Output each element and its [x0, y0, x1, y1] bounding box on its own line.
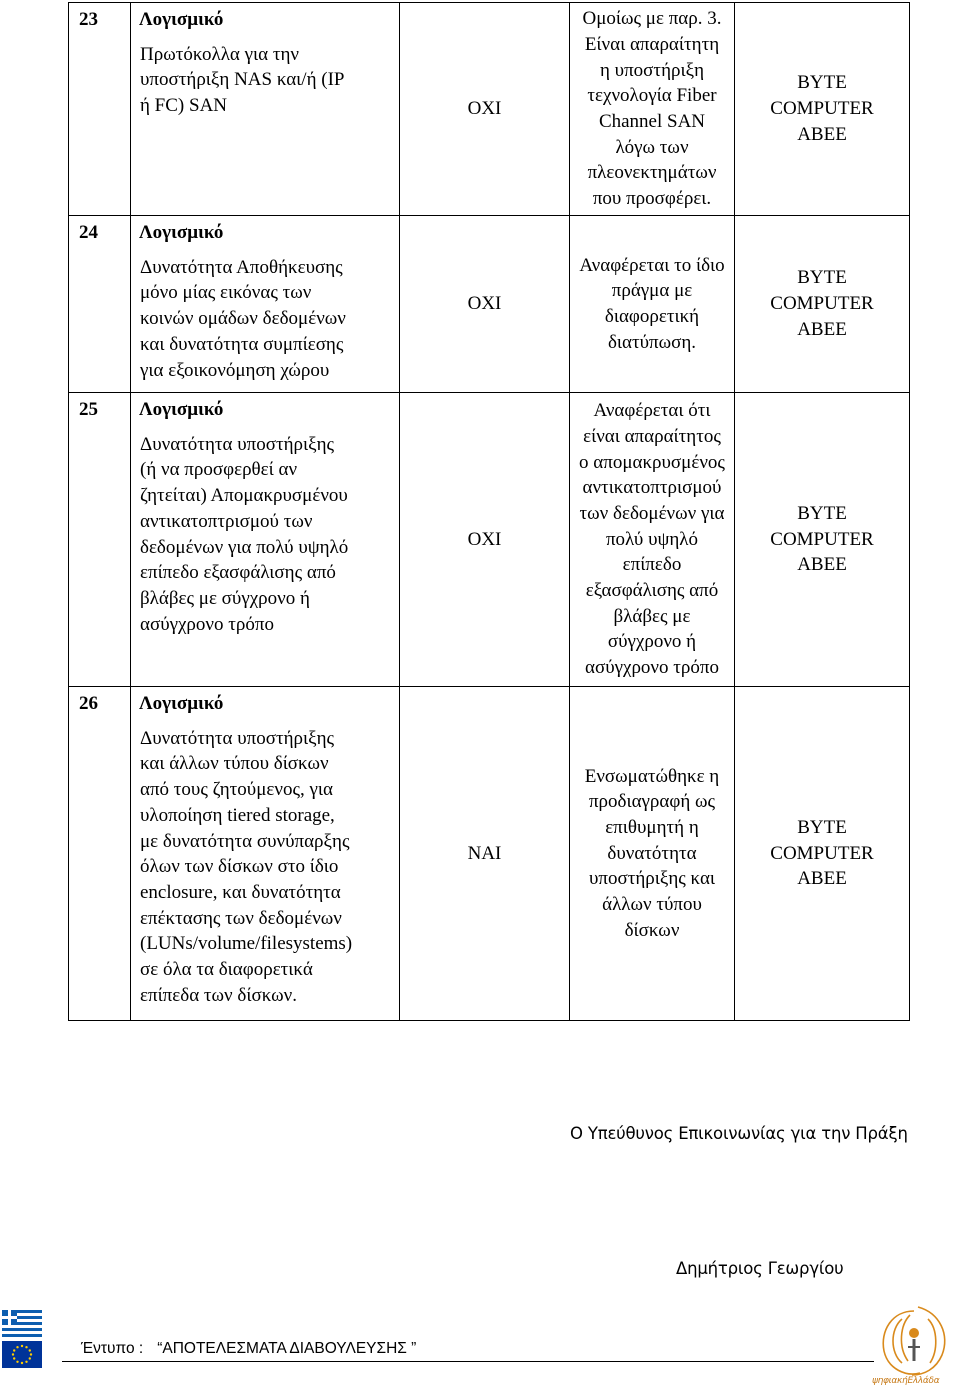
vendor-line: BYTE — [797, 502, 847, 524]
logo-text: ψηφιακήΕλλάδα — [872, 1376, 940, 1386]
comment-line: επίπεδο — [622, 554, 682, 576]
requirement-category: Λογισμικό — [139, 693, 224, 714]
comment-line: δυνατότητα — [607, 842, 697, 864]
description-line: σε όλα τα διαφορετικά — [140, 959, 313, 981]
description-line: Δυνατότητα υποστήριξης — [140, 433, 335, 455]
signature-title: Ο Υπεύθυνος Επικοινωνίας για την Πράξη — [570, 1124, 908, 1143]
vendor-line: COMPUTER — [770, 842, 874, 864]
eu-flag-icon — [2, 1341, 42, 1368]
description-line: βλάβες με σύγχρονο ή — [140, 587, 310, 609]
vendor-line: COMPUTER — [770, 528, 874, 550]
footer-rule — [62, 1361, 874, 1362]
description-line: επέκτασης των δεδομένων — [140, 907, 342, 929]
description-line: επίπεδο εξασφάλισης από — [140, 562, 336, 584]
comment-line: πολύ υψηλό — [605, 528, 699, 550]
description-line: ζητείται) Απομακρυσμένου — [140, 485, 348, 507]
description-line: ασύγχρονο τρόπο — [140, 613, 274, 635]
requirement-category: Λογισμικό — [139, 9, 224, 30]
comment-line: Αναφέρεται ότι — [593, 400, 711, 422]
comment-line: Είναι απαραίτητη — [584, 33, 720, 55]
comment-line: επιθυμητή η — [605, 816, 699, 838]
vendor-line: ΑΒΕΕ — [797, 123, 847, 145]
comment-cell — [570, 393, 735, 687]
comment-line: βλάβες με — [613, 605, 691, 627]
requirement-description — [140, 42, 393, 119]
description-line: ή FC) SAN — [140, 95, 228, 117]
description-line: Δυνατότητα Αποθήκευσης — [140, 256, 343, 278]
vendor-line: BYTE — [797, 72, 847, 94]
comment-line: τεχνολογία Fiber — [587, 85, 717, 107]
comment-line: Αναφέρεται το ίδιο — [579, 254, 725, 276]
requirement-cell — [131, 216, 400, 393]
flags-group — [2, 1310, 42, 1370]
comment-line: ασύγχρονο τρόπο — [585, 657, 719, 679]
description-line: κοινών ομάδων δεδομένων — [140, 308, 346, 330]
vendor-line: ΑΒΕΕ — [797, 868, 847, 890]
description-line: με δυνατότητα συνύπαρξης — [140, 830, 350, 852]
comment-line: εξασφάλισης από — [585, 580, 719, 602]
row-number: 26 — [69, 687, 131, 1021]
comment-line: η υποστήριξη — [600, 59, 704, 81]
requirement-category: Λογισμικό — [139, 399, 224, 420]
comment-line: πλεονεκτημάτων — [587, 162, 717, 184]
comment-line: διαφορετική — [604, 306, 700, 327]
requirement-category: Λογισμικό — [139, 222, 224, 243]
comment-line: αντικατοπτρισμού — [582, 477, 722, 499]
requirement-description — [140, 255, 393, 384]
vendor-cell — [735, 687, 910, 1021]
comment-line: πράγμα με — [611, 280, 693, 302]
description-line: και δυνατότητα συμπίεσης — [140, 333, 344, 355]
vendor-cell — [735, 3, 910, 216]
answer-cell: ΟΧΙ — [400, 3, 570, 216]
description-line: και άλλων τύπου δίσκων — [140, 753, 329, 775]
vendor-cell — [735, 216, 910, 393]
description-line: (ή να προσφερθεί αν — [140, 459, 298, 481]
table-row — [69, 3, 910, 216]
vendor-line: ΑΒΕΕ — [797, 554, 847, 576]
description-line: από τους ζητούμενος, για — [140, 779, 333, 801]
comment-line: Ομοίως με παρ. 3. — [582, 8, 722, 30]
footer-form-label — [81, 1340, 416, 1358]
vendor-line: COMPUTER — [770, 98, 874, 120]
description-line: υποστήριξη NAS και/ή (IP — [140, 69, 345, 91]
comment-line: προδιαγραφή ως — [588, 791, 716, 813]
comment-line: των δεδομένων για — [579, 502, 725, 524]
answer-cell: ΟΧΙ — [400, 393, 570, 687]
description-line: όλων των δίσκων στο ίδιο — [140, 856, 339, 878]
comment-line: δίσκων — [624, 919, 680, 941]
description-line: μόνο μίας εικόνας των — [140, 282, 312, 304]
comment-cell — [570, 216, 735, 393]
comment-line: άλλων τύπου — [602, 894, 702, 916]
vendor-line: BYTE — [797, 816, 847, 838]
comment-line: διατύπωση. — [607, 331, 697, 353]
description-line: enclosure, και δυνατότητα — [140, 881, 341, 903]
comment-line: είναι απαραίτητος — [583, 425, 721, 447]
comment-line: σύγχρονο ή — [607, 631, 697, 653]
answer-cell: ΝΑΙ — [400, 687, 570, 1021]
comment-cell — [570, 3, 735, 216]
footer-label: Έντυπο : — [81, 1340, 144, 1357]
description-line: (LUNs/volume/filesystems) — [140, 933, 353, 955]
requirement-description — [140, 432, 393, 638]
answer-cell: ΟΧΙ — [400, 216, 570, 393]
requirement-description — [140, 726, 393, 1009]
requirement-cell — [131, 393, 400, 687]
row-number: 24 — [69, 216, 131, 393]
signature-name: Δημήτριος Γεωργίου — [676, 1259, 844, 1278]
row-number: 25 — [69, 393, 131, 687]
description-line: Δυνατότητα υποστήριξης — [140, 727, 335, 749]
requirement-cell — [131, 687, 400, 1021]
vendor-cell — [735, 393, 910, 687]
comment-line: ο απομακρυσμένος — [579, 451, 725, 473]
description-line: Πρωτόκολλα για την — [140, 43, 300, 65]
consultation-results-table — [68, 2, 910, 1021]
comment-line: υποστήριξης και — [588, 868, 716, 890]
comment-line: που προσφέρει. — [592, 188, 712, 210]
requirement-cell — [131, 3, 400, 216]
description-line: για εξοικονόμηση χώρου — [140, 359, 330, 381]
vendor-line: ΑΒΕΕ — [797, 318, 847, 340]
comment-line: Channel SAN — [598, 111, 706, 132]
comment-line: Ενσωματώθηκε η — [584, 765, 720, 787]
footer-value: “ΑΠΟΤΕΛΕΣΜΑΤΑ ΔΙΑΒΟΥΛΕΥΣΗΣ ” — [157, 1340, 417, 1357]
vendor-line: BYTE — [797, 267, 847, 289]
row-number: 23 — [69, 3, 131, 216]
description-line: δεδομένων για πολύ υψηλό — [140, 536, 349, 558]
table-row — [69, 393, 910, 687]
description-line: αντικατοπτρισμού των — [140, 510, 313, 532]
table-row — [69, 216, 910, 393]
comment-line: λόγω των — [615, 136, 689, 158]
comment-cell — [570, 687, 735, 1021]
description-line: επίπεδα των δίσκων. — [140, 984, 297, 1006]
description-line: υλοποίηση tiered storage, — [140, 804, 335, 826]
table-row — [69, 687, 910, 1021]
greek-flag-icon — [2, 1310, 42, 1337]
vendor-line: COMPUTER — [770, 293, 874, 315]
